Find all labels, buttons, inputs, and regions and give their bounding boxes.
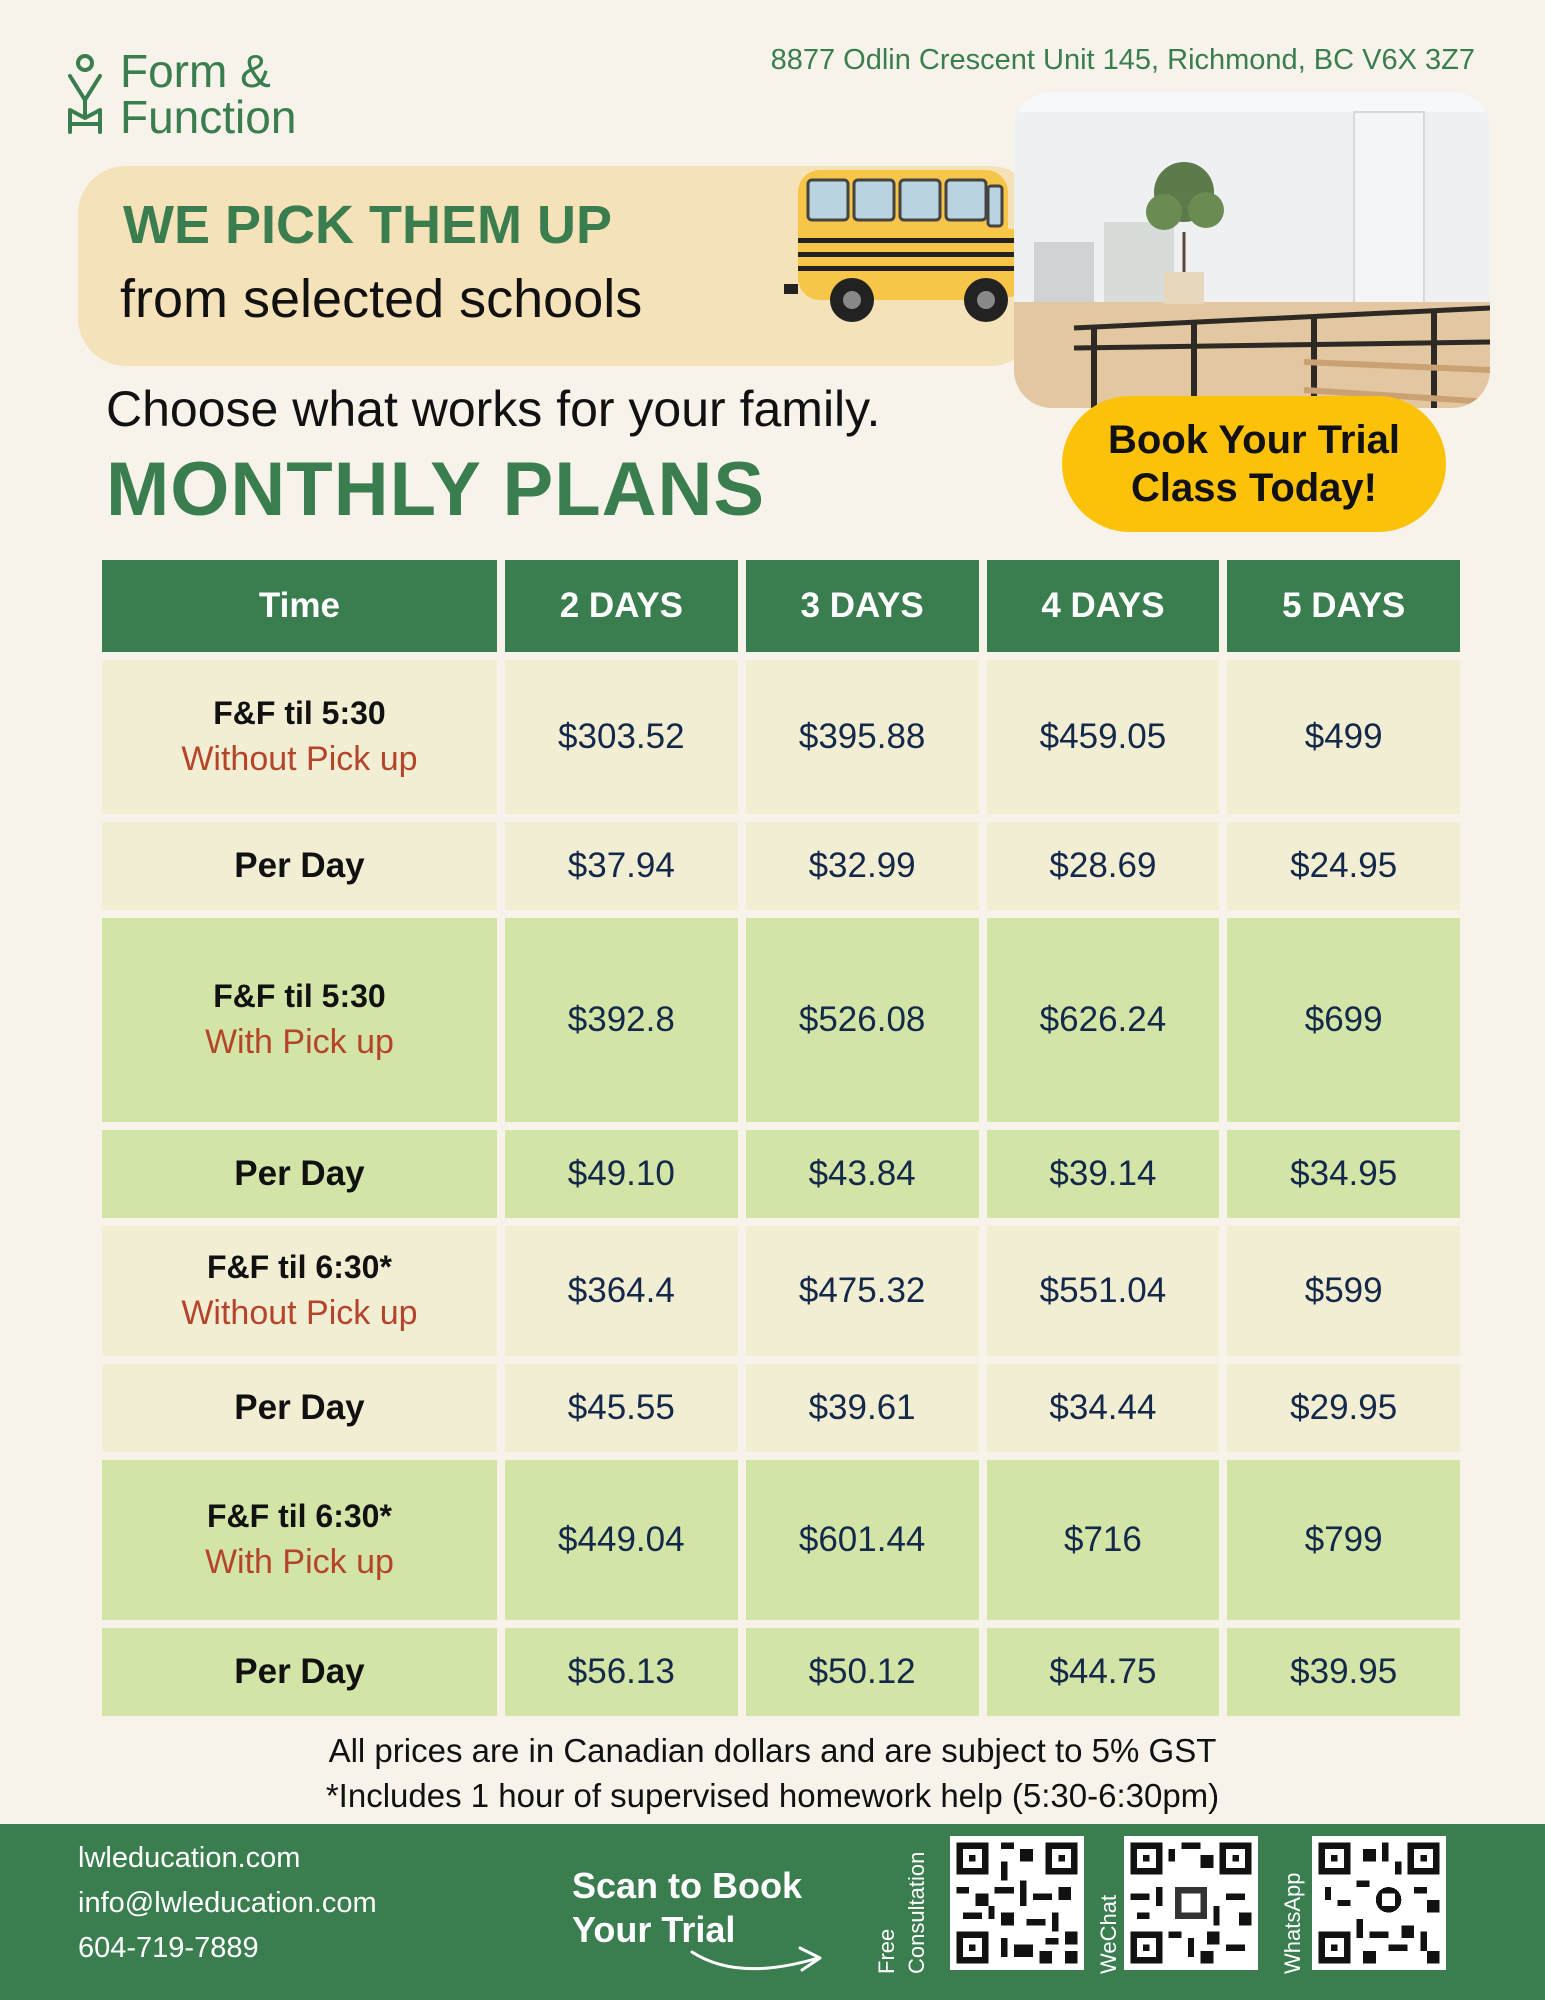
price-cell: $799 <box>1227 1460 1460 1620</box>
price-cell: $601.44 <box>746 1460 979 1620</box>
table-row <box>102 1130 1460 1218</box>
header-3-days: 3 DAYS <box>746 560 979 652</box>
price-cell: $395.88 <box>746 660 979 814</box>
price-cell: $303.52 <box>505 660 738 814</box>
price-cell: $716 <box>987 1460 1220 1620</box>
logo-figure-icon <box>66 54 104 134</box>
table-row <box>102 1226 1460 1356</box>
qr-label-consultation: Consultation <box>904 1851 929 1974</box>
row-title: Per Day <box>102 1628 497 1716</box>
price-cell: $49.10 <box>505 1130 738 1218</box>
contact-info <box>78 1836 377 1971</box>
footer <box>0 1824 1545 2000</box>
price-cell: $50.12 <box>746 1628 979 1716</box>
row-subtitle: With Pick up <box>204 1543 394 1581</box>
brand-name-line2: Function <box>120 91 297 143</box>
table-row <box>102 918 1460 1122</box>
price-cell: $459.05 <box>987 660 1220 814</box>
price-cell: $475.32 <box>746 1226 979 1356</box>
phone-link[interactable]: 604-719-7889 <box>78 1932 259 1964</box>
pickup-title: WE PICK THEM UP <box>123 195 613 255</box>
gst-note: All prices are in Canadian dollars and are subject to 5% GST <box>328 1732 1217 1769</box>
table-header-row <box>102 560 1460 652</box>
header-2-days: 2 DAYS <box>505 560 738 652</box>
row-title: Per Day <box>102 822 497 910</box>
price-cell: $599 <box>1227 1226 1460 1356</box>
brand-logo <box>66 45 297 143</box>
school-bus-icon <box>720 166 1040 326</box>
price-cell: $526.08 <box>746 918 979 1122</box>
row-label <box>102 918 497 1122</box>
price-cell: $34.95 <box>1227 1130 1460 1218</box>
row-subtitle: With Pick up <box>204 1023 394 1061</box>
header-4-days: 4 DAYS <box>987 560 1220 652</box>
table-row <box>102 1364 1460 1452</box>
row-title: F&F til 6:30* <box>206 1249 392 1285</box>
address: 8877 Odlin Crescent Unit 145, Richmond, BC V6X 3Z7 <box>770 44 1475 76</box>
header-5-days: 5 DAYS <box>1227 560 1460 652</box>
price-cell: $56.13 <box>505 1628 738 1716</box>
price-cell: $29.95 <box>1227 1364 1460 1452</box>
pricing-notes <box>0 1728 1545 1818</box>
price-cell: $37.94 <box>505 822 738 910</box>
table-row <box>102 1628 1460 1716</box>
pickup-banner <box>78 166 1038 366</box>
price-cell: $551.04 <box>987 1226 1220 1356</box>
brand-name <box>120 45 297 143</box>
price-cell: $43.84 <box>746 1130 979 1218</box>
price-cell: $449.04 <box>505 1460 738 1620</box>
homework-note: *Includes 1 hour of supervised homework help (5:30-6:30pm) <box>325 1777 1220 1814</box>
row-label <box>102 1460 497 1620</box>
row-title: F&F til 5:30 <box>213 978 386 1014</box>
price-cell: $626.24 <box>987 918 1220 1122</box>
qr-label-whatsapp: WhatsApp <box>1280 1872 1305 1974</box>
book-trial-button[interactable]: Book Your Trial Class Today! <box>1062 396 1446 532</box>
row-title: F&F til 6:30* <box>206 1498 392 1534</box>
price-cell: $45.55 <box>505 1364 738 1452</box>
studio-illustration <box>1014 92 1490 408</box>
scan-line1: Scan to Book <box>572 1865 803 1906</box>
website-link[interactable]: lwleducation.com <box>78 1842 301 1874</box>
price-cell: $39.95 <box>1227 1628 1460 1716</box>
price-cell: $392.8 <box>505 918 738 1122</box>
qr-code-icon <box>1312 1836 1446 1970</box>
price-cell: $699 <box>1227 918 1460 1122</box>
qr-label-wechat: WeChat <box>1096 1894 1121 1974</box>
price-cell: $499 <box>1227 660 1460 814</box>
qr-label-free: Free <box>874 1928 899 1974</box>
whatsapp-qr-code[interactable] <box>1312 1836 1446 1970</box>
studio-photo <box>1014 92 1490 408</box>
table-row <box>102 1460 1460 1620</box>
row-subtitle: Without Pick up <box>181 740 418 778</box>
page-heading: MONTHLY PLANS <box>106 447 766 532</box>
header-time: Time <box>102 560 497 652</box>
wechat-qr-code[interactable] <box>1124 1836 1258 1970</box>
row-title: F&F til 5:30 <box>213 695 386 731</box>
row-title: Per Day <box>102 1130 497 1218</box>
table-row <box>102 660 1460 814</box>
qr-code-icon <box>1124 1836 1258 1970</box>
tagline: Choose what works for your family. <box>106 381 881 437</box>
row-title: Per Day <box>102 1364 497 1452</box>
qr-code-icon <box>950 1836 1084 1970</box>
price-cell: $364.4 <box>505 1226 738 1356</box>
pricing-table <box>94 552 1468 1724</box>
price-cell: $39.61 <box>746 1364 979 1452</box>
row-subtitle: Without Pick up <box>181 1294 418 1332</box>
price-cell: $28.69 <box>987 822 1220 910</box>
curved-arrow-icon <box>688 1934 828 1984</box>
price-cell: $34.44 <box>987 1364 1220 1452</box>
price-cell: $32.99 <box>746 822 979 910</box>
email-link[interactable]: info@lwleducation.com <box>78 1887 377 1919</box>
consultation-qr-code[interactable] <box>950 1836 1084 1970</box>
table-row <box>102 822 1460 910</box>
row-label <box>102 660 497 814</box>
brand-name-line1: Form & <box>120 45 271 97</box>
price-cell: $24.95 <box>1227 822 1460 910</box>
price-cell: $39.14 <box>987 1130 1220 1218</box>
price-cell: $44.75 <box>987 1628 1220 1716</box>
row-label <box>102 1226 497 1356</box>
pickup-subtitle: from selected schools <box>120 269 643 329</box>
scan-line2: Your Trial <box>572 1909 736 1950</box>
